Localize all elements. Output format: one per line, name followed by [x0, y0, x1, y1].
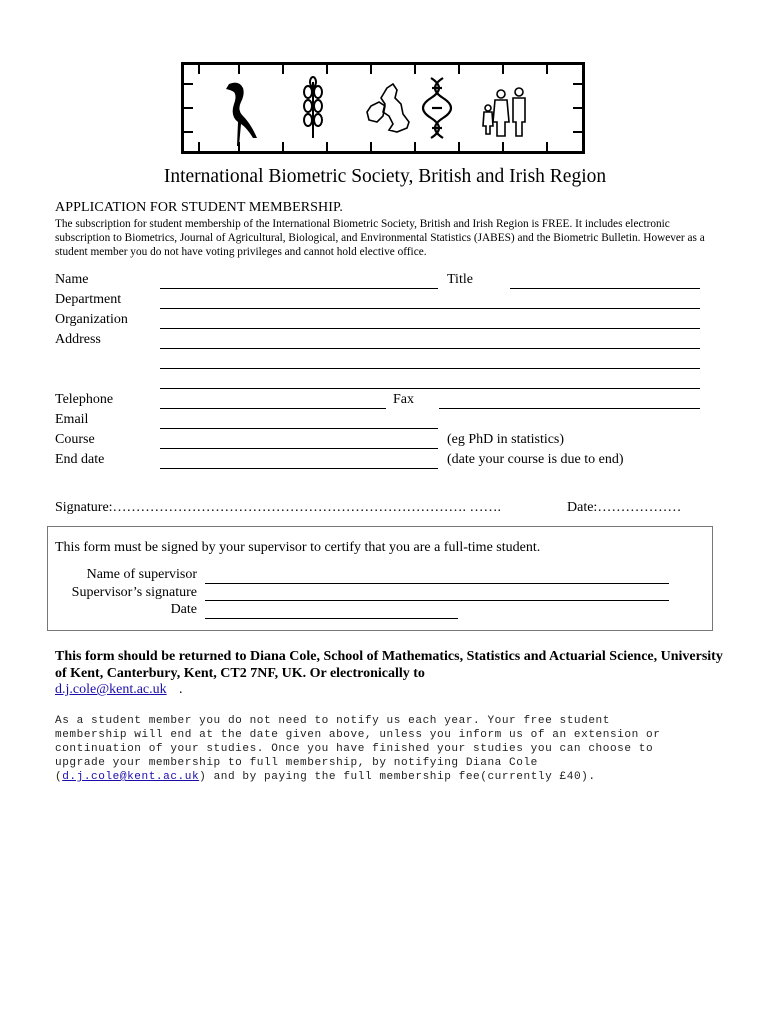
footer-line-suffix: ) and by paying the full membership fee(currently £40). [199, 771, 596, 783]
heron-icon [226, 83, 257, 146]
supervisor-name-label: Name of supervisor [86, 567, 197, 582]
supervisor-signature-label: Supervisor’s signature [71, 585, 197, 600]
title-label: Title [447, 272, 473, 287]
address-field-line-2[interactable] [160, 368, 700, 369]
footer-line: upgrade your membership to full membership, by notifying Diana Cole [55, 757, 538, 769]
name-label: Name [55, 272, 89, 287]
telephone-field[interactable] [160, 408, 386, 409]
end-date-field[interactable] [160, 468, 438, 469]
footer-line: As a student member you do not need to notify us each year. Your free student [55, 715, 610, 727]
wheat-icon [304, 77, 322, 138]
organization-field[interactable] [160, 328, 700, 329]
email-label: Email [55, 412, 89, 427]
course-field[interactable] [160, 448, 438, 449]
address-field-line-1[interactable] [160, 348, 700, 349]
email-field[interactable] [160, 428, 438, 429]
end-date-label: End date [55, 452, 105, 467]
title-field[interactable] [510, 288, 700, 289]
supervisor-note: This form must be signed by your supervisor to certify that you are a full-time student. [55, 540, 541, 555]
ibs-logo [181, 62, 585, 154]
intro-text: The subscription for student membership of the International Biometric Society, British and Irish Region is FREE. It includes electronic subscription to Biometrics, Journal of Agricultural, Biological, and Environmental Statistics (JABES) and the Biometric Bulletin. However as a student member you do not have voting privileges and cannot hold elective office. [55, 218, 705, 258]
footer-note [55, 714, 735, 784]
address-field-line-3[interactable] [160, 388, 700, 389]
date-field[interactable]: Date:……………… [567, 500, 682, 515]
supervisor-signature-field[interactable] [205, 600, 669, 601]
address-label: Address [55, 332, 101, 347]
return-email-link[interactable]: d.j.cole@kent.ac.uk [55, 682, 167, 697]
name-field[interactable] [160, 288, 438, 289]
organization-label: Organization [55, 312, 128, 327]
supervisor-date-label: Date [170, 602, 197, 617]
footer-line: continuation of your studies. Once you have finished your studies you can choose to [55, 743, 654, 755]
end-date-hint: (date your course is due to end) [447, 452, 624, 467]
course-label: Course [55, 432, 95, 447]
page-title: International Biometric Society, British and Irish Region [163, 166, 607, 187]
footer-email-link[interactable]: d.j.cole@kent.ac.uk [62, 771, 200, 783]
department-field[interactable] [160, 308, 700, 309]
fax-field[interactable] [439, 408, 700, 409]
return-end-punct: . [179, 682, 183, 697]
form-heading: APPLICATION FOR STUDENT MEMBERSHIP. [55, 200, 343, 215]
department-label: Department [55, 292, 122, 307]
footer-line: membership will end at the date given above, unless you inform us of an extension or [55, 729, 661, 741]
telephone-label: Telephone [55, 392, 114, 407]
family-icon [483, 88, 525, 136]
british-isles-map-icon [367, 84, 409, 132]
supervisor-date-field[interactable] [205, 618, 458, 619]
dna-helix-icon [423, 78, 451, 138]
supervisor-name-field[interactable] [205, 583, 669, 584]
signature-field[interactable]: Signature:…………………………………………………………………. ……. [55, 500, 502, 515]
footer-line-prefix: ( [55, 771, 63, 783]
fax-label: Fax [393, 392, 414, 407]
course-hint: (eg PhD in statistics) [447, 432, 565, 447]
return-instructions: This form should be returned to Diana Cole, School of Mathematics, Statistics and Actuarial Science, University of Kent, Canterbury, Kent, CT2 7NF, UK. Or electronically to [55, 649, 723, 681]
